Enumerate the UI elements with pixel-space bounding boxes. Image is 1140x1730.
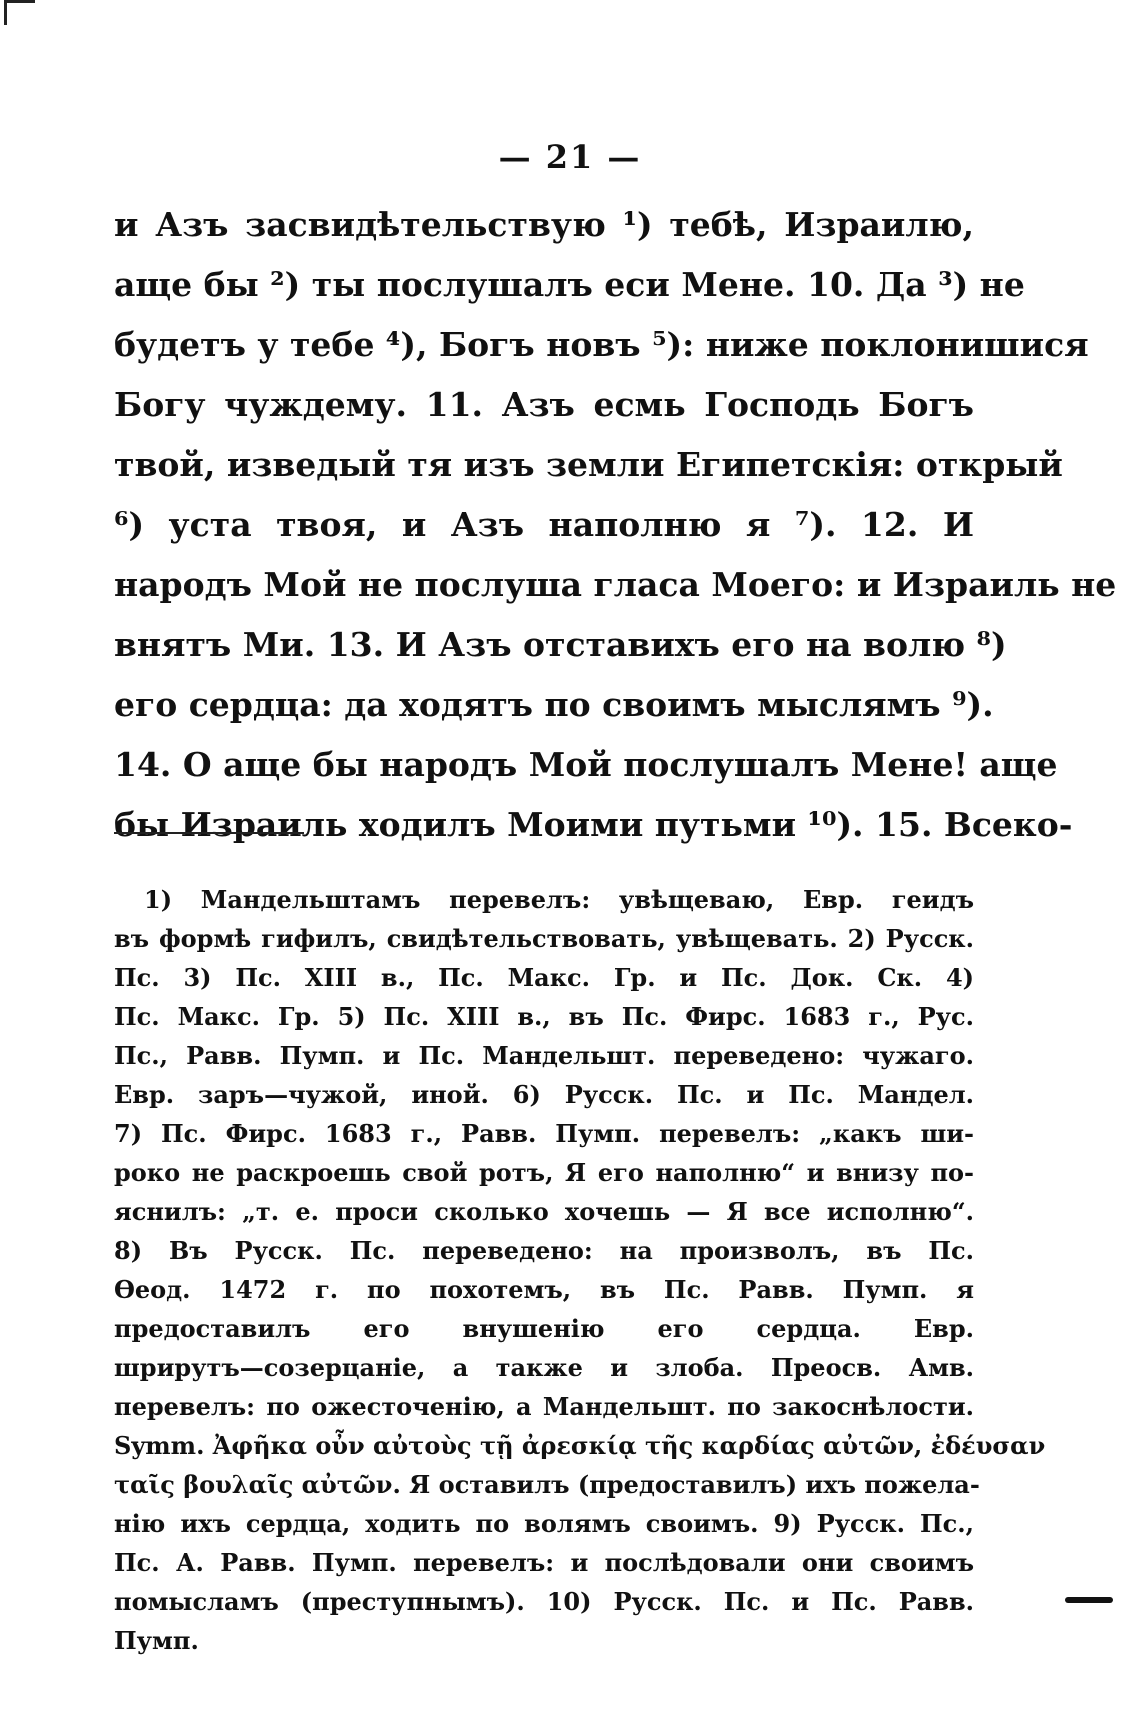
- psalm-line: народъ Мой не послуша гласа Моего: и Израиль не: [114, 565, 1117, 604]
- footnote-line: Пс. 3) Пс. XIII в., Пс. Макс. Гр. и Пс. Док. Ск. 4): [114, 963, 974, 992]
- footnote-line: 7) Пс. Фирс. 1683 г., Равв. Пумп. перевелъ: „какъ ши-: [114, 1119, 974, 1148]
- footnotes: [114, 880, 1046, 1660]
- psalm-line: твой, изведый тя изъ земли Египетскія: открый: [114, 445, 1063, 484]
- psalm-text: [114, 195, 1117, 855]
- page-number: — 21 —: [498, 138, 642, 176]
- psalm-line: Богу чуждему. 11. Азъ есмь Господь Богъ: [114, 385, 974, 424]
- footnote-line: Symm. Ἀφῆκα οὖν αὐτοὺς τῇ ἀρεσκίᾳ τῆς καρδίας αὐτῶν, ἐδέυσαν: [114, 1431, 1046, 1460]
- psalm-line: бы Израиль ходилъ Моими путьми ¹⁰). 15. Всеко-: [114, 805, 1073, 844]
- footnote-line: перевелъ: по ожесточенію, а Мандельшт. по закоснѣлости.: [114, 1392, 974, 1421]
- footnote-line: Пс. А. Равв. Пумп. перевелъ: и послѣдовали они своимъ: [114, 1548, 974, 1577]
- footnote-line: роко не раскроешь свой ротъ, Я его наполню“ и внизу по-: [114, 1158, 974, 1187]
- margin-dash: [1065, 1597, 1113, 1603]
- psalm-line: его сердца: да ходятъ по своимъ мыслямъ ⁹).: [114, 685, 994, 724]
- psalm-line: и Азъ засвидѣтельствую ¹) тебѣ, Израилю,: [114, 205, 974, 244]
- footnote-line: Пс., Равв. Пумп. и Пс. Мандельшт. переведено: чужаго.: [114, 1041, 974, 1070]
- footnote-line: Пс. Макс. Гр. 5) Пс. XIII в., въ Пс. Фирс. 1683 г., Рус.: [114, 1002, 974, 1031]
- footnote-line: 8) Въ Русск. Пс. переведено: на произволъ, въ Пс.: [114, 1236, 974, 1265]
- psalm-line: ⁶) уста твоя, и Азъ наполню я ⁷). 12. И: [114, 505, 974, 544]
- footnote-line: Өеод. 1472 г. по похотемъ, въ Пс. Равв. Пумп. я: [114, 1275, 974, 1304]
- footnote-divider: [114, 832, 304, 834]
- footnote-line: Пумп.: [114, 1626, 199, 1655]
- footnote-line: предоставилъ его внушенію его сердца. Евр.: [114, 1314, 974, 1343]
- psalm-line: 14. О аще бы народъ Мой послушалъ Мене! аще: [114, 745, 1058, 784]
- footnote-line: въ формѣ гифилъ, свидѣтельствовать, увѣщевать. 2) Русск.: [114, 924, 974, 953]
- footnote-line: 1) Мандельштамъ перевелъ: увѣщеваю, Евр. геидъ: [144, 885, 974, 914]
- footnote-line: нію ихъ сердца, ходить по волямъ своимъ. 9) Русск. Пс.,: [114, 1509, 974, 1538]
- corner-mark: [4, 0, 35, 25]
- footnote-line: шрирутъ—созерцаніе, а также и злоба. Преосв. Амв.: [114, 1353, 974, 1382]
- footnote-line: Евр. заръ—чужой, иной. 6) Русск. Пс. и Пс. Мандел.: [114, 1080, 974, 1109]
- footnote-line: яснилъ: „т. е. проси сколько хочешь — Я все исполню“.: [114, 1197, 974, 1226]
- psalm-line: аще бы ²) ты послушалъ еси Мене. 10. Да ³) не: [114, 265, 1025, 304]
- footnote-line: помысламъ (преступнымъ). 10) Русск. Пс. и Пс. Равв.: [114, 1587, 974, 1616]
- psalm-line: внятъ Ми. 13. И Азъ отставихъ его на волю ⁸): [114, 625, 1007, 664]
- psalm-line: будетъ у тебе ⁴), Богъ новъ ⁵): ниже поклонишися: [114, 325, 1089, 364]
- footnote-line: ταῖς βουλαῖς αὐτῶν. Я оставилъ (предоставилъ) ихъ пожела-: [114, 1470, 980, 1499]
